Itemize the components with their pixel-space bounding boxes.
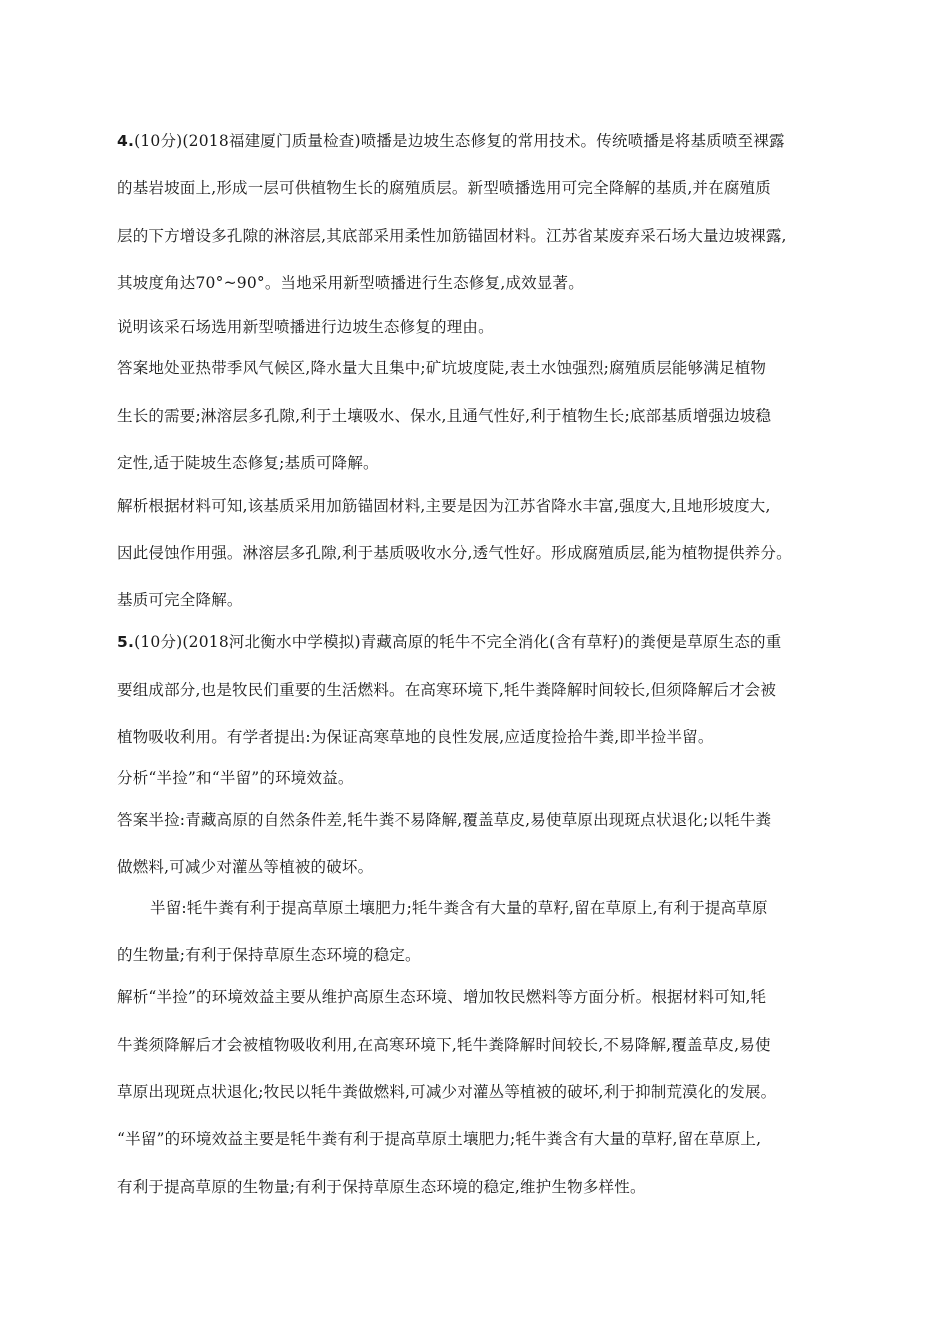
q4-answer-1: 答案地处亚热带季风气候区,降水量大且集中;矿坑坡度陡,表土水蚀强烈;腐殖质层能够满足植物 bbox=[117, 359, 767, 377]
q5-analysis-1: 解析“半捡”的环境效益主要从维护高原生态环境、增加牧民燃料等方面分析。根据材料可知,牦 bbox=[117, 988, 767, 1006]
q5-stem-1: (10分)(2018河北衡水中学模拟)青藏高原的牦牛不完全消化(含有草籽)的粪便是草原生态的重 bbox=[134, 633, 782, 651]
q5-analysis-5: 有利于提高草原的生物量;有利于保持草原生态环境的稳定,维护生物多样性。 bbox=[117, 1178, 646, 1196]
q4-line-1 bbox=[117, 131, 785, 151]
q4-analysis-3: 基质可完全降解。 bbox=[117, 591, 243, 609]
q4-stem-1: (10分)(2018福建厦门质量检查)喷播是边坡生态修复的常用技术。传统喷播是将基质喷至裸露 bbox=[134, 132, 785, 150]
q4-analysis-1: 解析根据材料可知,该基质采用加筋锚固材料,主要是因为江苏省降水丰富,强度大,且地形坡度大, bbox=[117, 497, 771, 515]
q5-answer-indented: 半留:牦牛粪有利于提高草原土壤肥力;牦牛粪含有大量的草籽,留在草原上,有利于提高草原 bbox=[150, 899, 768, 917]
q5-analysis-4: “半留”的环境效益主要是牦牛粪有利于提高草原土壤肥力;牦牛粪含有大量的草籽,留在草原上, bbox=[117, 1130, 762, 1148]
q4-question: 说明该采石场选用新型喷播进行边坡生态修复的理由。 bbox=[117, 318, 494, 336]
q4-number: 4. bbox=[117, 132, 135, 150]
q5-analysis-2: 牛粪须降解后才会被植物吸收利用,在高寒环境下,牦牛粪降解时间较长,不易降解,覆盖草皮,易使 bbox=[117, 1036, 771, 1054]
q5-analysis-3: 草原出现斑点状退化;牧民以牦牛粪做燃料,可减少对灌丛等植被的破坏,利于抑制荒漠化的发展。 bbox=[117, 1083, 777, 1101]
q4-stem-2: 的基岩坡面上,形成一层可供植物生长的腐殖质层。新型喷播选用可完全降解的基质,并在腐殖质 bbox=[117, 179, 771, 197]
q5-line-1 bbox=[117, 632, 781, 652]
q5-stem-3: 植物吸收利用。有学者提出:为保证高寒草地的良性发展,应适度捡拾牛粪,即半捡半留。 bbox=[117, 728, 714, 746]
q5-answer-1: 答案半捡:青藏高原的自然条件差,牦牛粪不易降解,覆盖草皮,易使草原出现斑点状退化;以牦牛粪 bbox=[117, 811, 772, 829]
q4-answer-3: 定性,适于陡坡生态修复;基质可降解。 bbox=[117, 454, 379, 472]
q4-analysis-2: 因此侵蚀作用强。淋溶层多孔隙,利于基质吸收水分,透气性好。形成腐殖质层,能为植物提供养分。 bbox=[117, 544, 792, 562]
q5-stem-2: 要组成部分,也是牧民们重要的生活燃料。在高寒环境下,牦牛粪降解时间较长,但须降解后才会被 bbox=[117, 681, 777, 699]
q5-number: 5. bbox=[117, 633, 135, 651]
q5-question: 分析“半捡”和“半留”的环境效益。 bbox=[117, 769, 354, 787]
q5-answer-2: 做燃料,可减少对灌丛等植被的破坏。 bbox=[117, 858, 374, 876]
q4-stem-3: 层的下方增设多孔隙的淋溶层,其底部采用柔性加筋锚固材料。江苏省某废弃采石场大量边坡裸露, bbox=[117, 227, 787, 245]
q4-answer-2: 生长的需要;淋溶层多孔隙,利于土壤吸水、保水,且通气性好,利于植物生长;底部基质增强边坡稳 bbox=[117, 407, 772, 425]
q4-stem-4: 其坡度角达70°~90°。当地采用新型喷播进行生态修复,成效显著。 bbox=[117, 274, 584, 292]
q5-answer-tail: 的生物量;有利于保持草原生态环境的稳定。 bbox=[117, 946, 421, 964]
